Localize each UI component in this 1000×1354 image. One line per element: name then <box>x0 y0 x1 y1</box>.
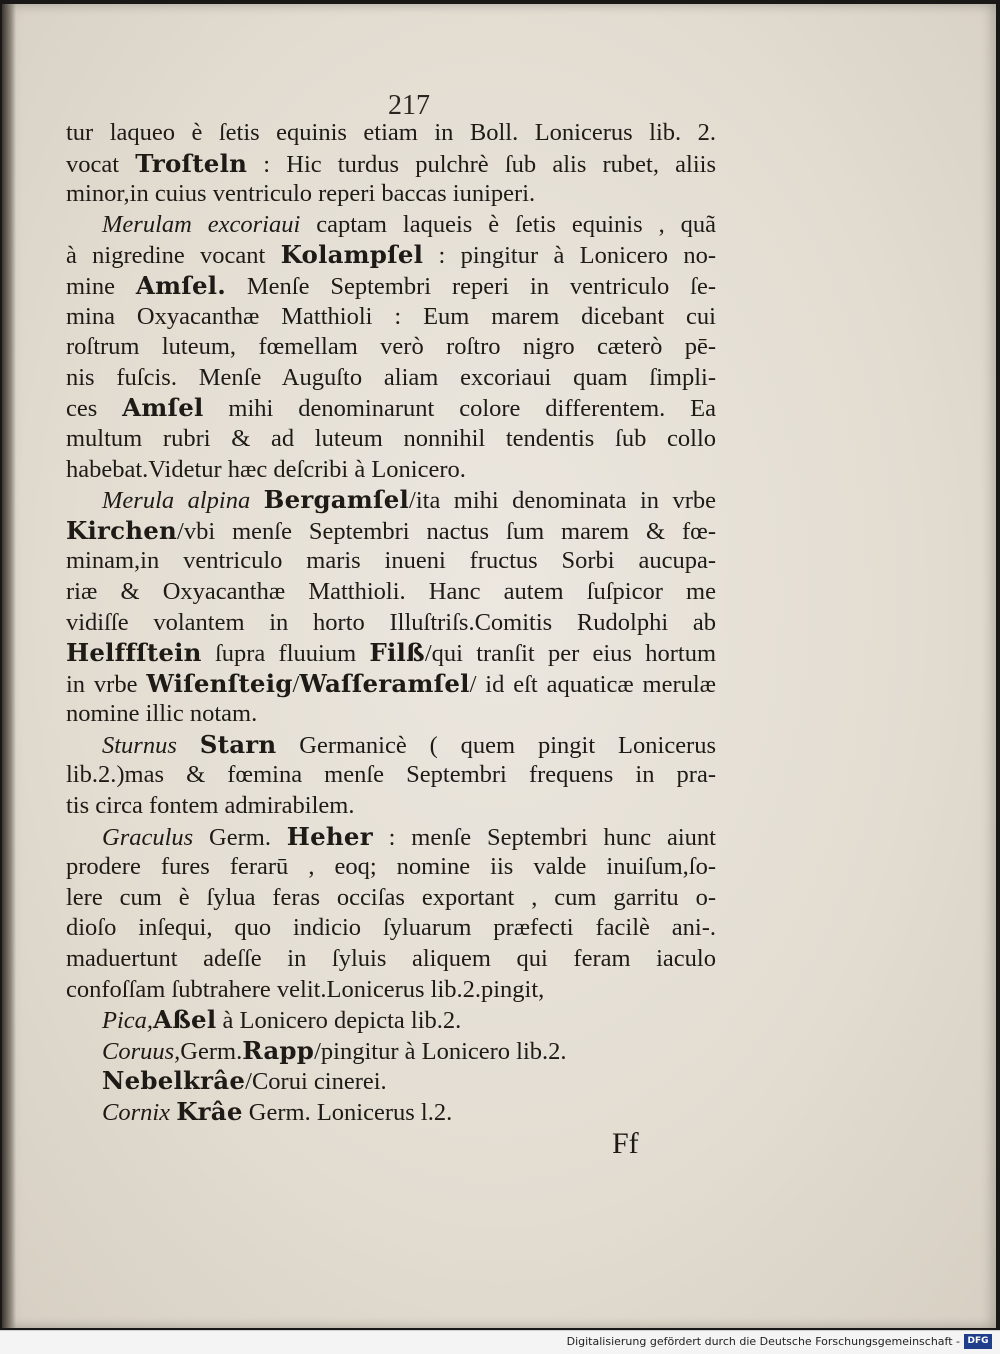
text-run: à Lonicero depicta lib.2. <box>216 1007 462 1035</box>
fraktur-word: Troſteln <box>135 148 248 178</box>
page-text <box>66 118 716 1128</box>
text-run: confoſſam ſubtrahere velit.Lonicerus lib.2.pingit, <box>66 975 545 1003</box>
fraktur-word: Heher <box>286 821 373 851</box>
text-line <box>66 240 716 271</box>
text-line <box>66 975 716 1006</box>
text-run: habebat.Videtur hæc deſcribi à Lonicero. <box>66 455 466 483</box>
text-run: /pingitur à Lonicero lib.2. <box>314 1037 567 1065</box>
fraktur-word: Amſel <box>122 393 204 423</box>
text-run: : Hic turdus pulchrè ſub alis rubet, aliis <box>247 150 716 178</box>
text-line <box>66 516 716 547</box>
fraktur-word: Helffſtein <box>66 638 202 668</box>
text-run: vocat <box>66 150 136 178</box>
text-line <box>66 210 716 241</box>
text-run: nomine illic notam. <box>66 700 258 728</box>
text-line <box>66 1066 716 1097</box>
text-run: Germanicè ( quem pingit Lonicerus <box>276 731 717 759</box>
text-line <box>66 393 716 424</box>
text-line <box>66 577 716 608</box>
text-run: à nigredine vocant <box>66 242 281 270</box>
text-line <box>66 883 716 914</box>
fraktur-word: Filß <box>369 638 425 668</box>
text-run: tis circa fontem admirabilem. <box>66 792 355 820</box>
italic-term: Merulam excoriaui <box>102 210 301 238</box>
text-line <box>66 760 716 791</box>
fraktur-word: Nebelkrâe <box>102 1066 246 1096</box>
text-run <box>177 732 200 759</box>
italic-term: Pica, <box>102 1007 154 1035</box>
text-line <box>66 546 716 577</box>
text-run: tur laqueo è ſetis equinis etiam in Boll. Lonicerus lib. 2. <box>66 119 716 146</box>
footer-bar <box>0 1330 1000 1354</box>
text-run: /qui tranſit per eius hortum <box>424 640 717 668</box>
text-run: multum rubri & ad luteum nonnihil tendentis ſub collo <box>66 424 716 452</box>
text-line <box>66 822 716 853</box>
text-run: in vrbe <box>66 670 147 698</box>
text-run: ces <box>66 395 123 423</box>
text-run: prodere fures ferarū , eoq; nomine iis valde inuiſum,ſo- <box>66 853 716 881</box>
book-page <box>2 4 996 1328</box>
text-line <box>66 485 716 516</box>
page-number: 217 <box>388 90 430 121</box>
text-run: lere cum è ſylua feras occiſas exportant , cum garritu o- <box>66 883 716 911</box>
text-line <box>66 363 716 394</box>
text-run: lib.2.)mas & fœmina menſe Septembri frequens in pra- <box>66 761 716 789</box>
text-run: : pingitur à Lonicero no- <box>423 242 716 270</box>
text-run: : menſe Septembri hunc aiunt <box>372 823 716 851</box>
text-line <box>66 1036 716 1067</box>
footer-credit: Digitalisierung gefördert durch die Deutsche Forschungsgemeinschaft - <box>566 1335 960 1348</box>
text-line <box>66 791 716 822</box>
text-line <box>66 1097 716 1128</box>
text-run: /ita mihi denominata in vrbe <box>409 487 716 515</box>
text-line <box>66 608 716 639</box>
text-line <box>66 638 716 669</box>
text-run: nis fuſcis. Menſe Auguſto aliam excoriaui quam ſimpli- <box>66 363 716 391</box>
fraktur-word: Bergamſel <box>263 485 410 515</box>
text-run: ſupra fluuium <box>201 640 370 668</box>
text-line <box>66 332 716 363</box>
text-line <box>66 302 716 333</box>
italic-term: Cornix <box>102 1099 171 1126</box>
text-run: /Corui cinerei. <box>245 1068 387 1096</box>
text-line <box>66 913 716 944</box>
fraktur-word: Kolampſel <box>280 240 424 270</box>
italic-term: Graculus <box>102 823 194 851</box>
fraktur-word: Waſſeramſel <box>299 668 470 698</box>
text-line <box>66 669 716 700</box>
fraktur-word: Krâe <box>176 1097 243 1126</box>
text-run: dioſo inſequi, quo indicio ſyluarum præfecti facilè ani-. <box>66 914 716 942</box>
text-run: maduertunt adeſſe in ſyluis aliquem qui feram iaculo <box>66 945 716 973</box>
italic-term: Sturnus <box>102 731 177 759</box>
dfg-logo[interactable]: DFG <box>964 1334 992 1349</box>
text-run: captam laqueis è ſetis equinis , quã <box>300 210 717 238</box>
fraktur-word: Amſel. <box>135 270 226 300</box>
text-run: vidiſſe volantem in horto Illuſtriſs.Comitis Rudolphi ab <box>66 608 716 636</box>
text-run: / <box>292 670 300 698</box>
fraktur-word: Starn <box>199 729 277 759</box>
text-line <box>66 699 716 730</box>
italic-term: Coruus, <box>102 1037 181 1065</box>
text-line <box>66 179 716 210</box>
text-run: Menſe Septembri reperi in ventriculo ſe- <box>226 272 716 300</box>
text-line <box>66 944 716 975</box>
text-run: Germ. <box>193 823 287 851</box>
signature-mark: Ff <box>612 1127 639 1160</box>
text-run: roſtrum luteum, fœmellam verò roſtro nigro cæterò pē- <box>66 333 716 361</box>
text-line <box>66 730 716 761</box>
text-run: / id eſt aquaticæ merulæ <box>469 670 717 698</box>
text-run: mina Oxyacanthæ Matthioli : Eum marem dicebant cui <box>66 302 716 330</box>
text-run <box>250 487 263 514</box>
italic-term: Merula alpina <box>102 487 251 515</box>
fraktur-word: Rapp <box>242 1035 315 1065</box>
text-run: Germ. Lonicerus l.2. <box>242 1099 453 1126</box>
text-run: /vbi menſe Septembri nactus ſum marem & fœ- <box>177 517 716 545</box>
text-run: mine <box>66 272 136 300</box>
text-run: mihi denominarunt colore differentem. Ea <box>203 395 716 423</box>
text-run: Germ. <box>180 1037 243 1065</box>
text-line <box>66 1005 716 1036</box>
text-line <box>66 118 716 149</box>
text-line <box>66 271 716 302</box>
fraktur-word: Wiſenſteig <box>146 668 293 698</box>
text-run: minor,in cuius ventriculo reperi baccas iuniperi. <box>66 180 536 208</box>
fraktur-word: Kirchen <box>66 515 178 545</box>
fraktur-word: Aßel <box>153 1005 217 1035</box>
page-binding-shadow <box>2 4 16 1328</box>
text-line <box>66 149 716 180</box>
text-line <box>66 852 716 883</box>
text-line <box>66 455 716 486</box>
text-run: riæ & Oxyacanthæ Matthioli. Hanc autem ſuſpicor me <box>66 577 716 605</box>
text-run: minam,in ventriculo maris inueni fructus Sorbi aucupa- <box>66 547 716 575</box>
text-line <box>66 424 716 455</box>
